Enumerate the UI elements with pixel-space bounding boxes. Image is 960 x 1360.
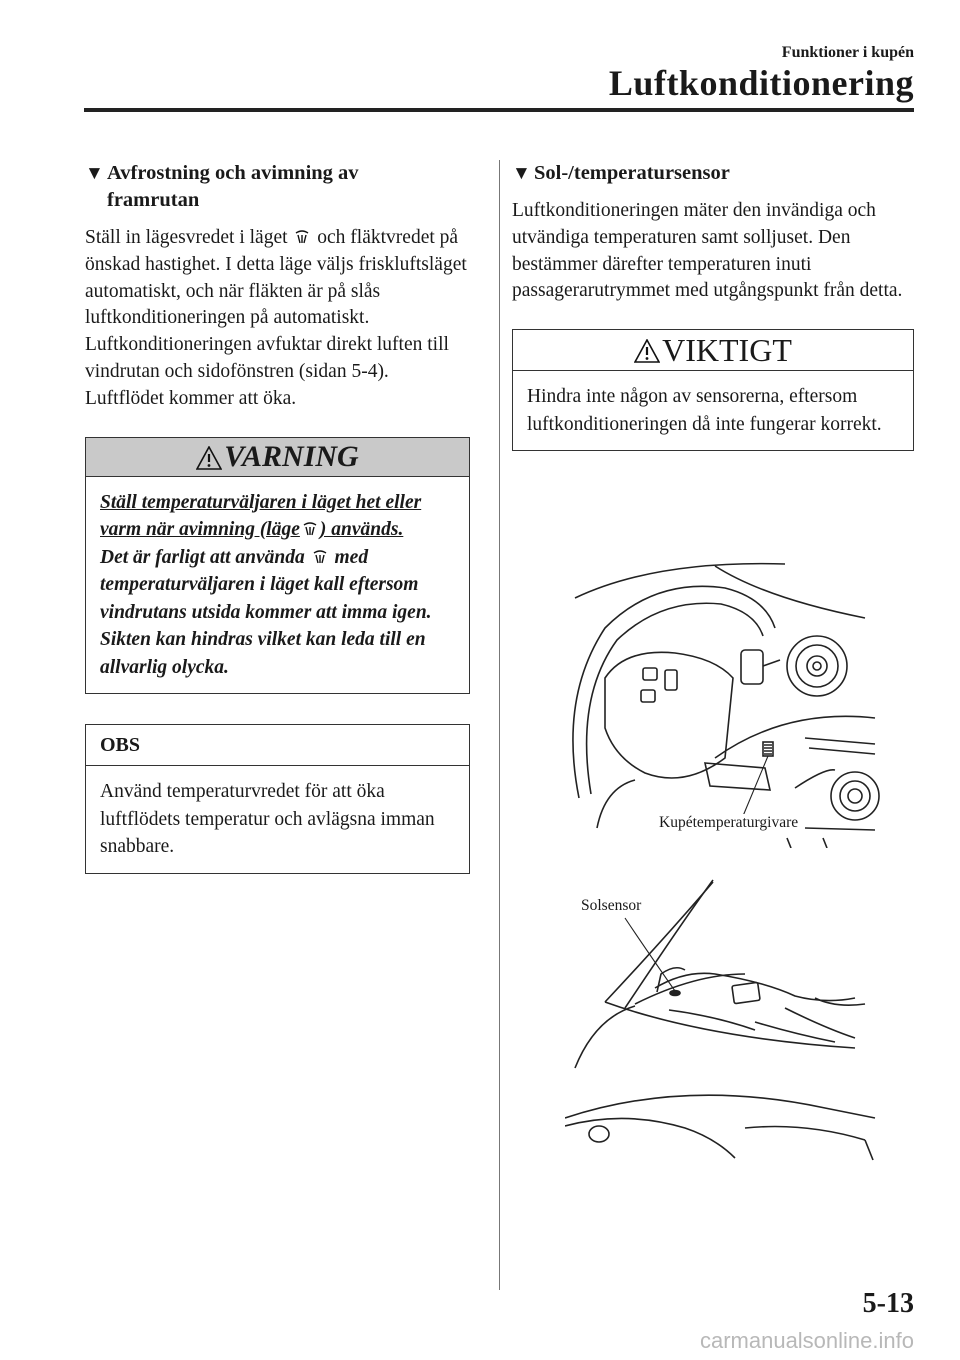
defrost-icon [312, 550, 328, 564]
warning-underlined-text: Ställ temperaturväljaren i läget het eller varm när avimning (läge ) används. [100, 491, 422, 541]
heading-line-1: Avfrostning och avimning av [107, 162, 359, 184]
triangle-bullet-icon: ▼ [512, 163, 531, 184]
note-body: Använd temperaturvredet för att öka luftflödets temperatur och avlägsna imman snabbare. [100, 781, 435, 858]
defrost-icon [294, 230, 310, 244]
warning-text-post: med temperaturväljaren i läget kall eftersom vindrutans utsida kommer att imma igen. Sikten kan hindras vilket kan leda till en allvarlig olycka. [100, 546, 432, 678]
note-box [85, 724, 470, 874]
header-rule [84, 108, 914, 112]
sun-sensor-label: Solsensor [581, 897, 642, 914]
important-body: Hindra inte någon av sensorerna, eftersom luftkonditioneringen då inte fungerar korrekt. [527, 386, 882, 435]
right-column [512, 160, 914, 481]
dashboard-drawing [565, 558, 880, 848]
car-front-drawing [565, 878, 880, 1168]
note-title: OBS [100, 734, 141, 757]
triangle-bullet-icon: ▼ [85, 163, 104, 184]
page-number: 5-13 [862, 1288, 914, 1319]
warning-header [86, 438, 469, 477]
defrost-section-heading [85, 160, 470, 214]
para-post-icon: och fläktvredet på önskad hastighet. I detta läge väljs friskluftsläget automatiskt, och när fläkten är på slås luftkonditioneringen på automatiskt. Luftkonditioneringen avfuktar direkt luften till vindrutan och sidofönstren (sidan 5-4). Luftflödet kommer att öka. [85, 227, 467, 409]
column-divider [499, 160, 500, 1290]
left-column [85, 160, 470, 904]
important-header [513, 330, 913, 371]
sensor-heading-text: Sol-/temperatursensor [534, 162, 730, 184]
heading-line-2: framrutan [107, 189, 200, 211]
sensor-section-heading [512, 160, 914, 187]
page-title: Luftkonditionering [608, 63, 914, 103]
warning-body [86, 477, 469, 694]
sensor-paragraph: Luftkonditioneringen mäter den invändiga och utvändiga temperaturen samt solljuset. Den bestämmer därefter temperaturen inuti passagerarutrymmet med utgångspunkt från detta. [512, 200, 903, 302]
header-section-label: Funktioner i kupén [781, 44, 914, 61]
warning-box [85, 437, 470, 695]
para-pre-icon: Ställ in lägesvredet i läget [85, 227, 288, 248]
note-header [86, 725, 469, 766]
warning-triangle-icon [196, 446, 222, 470]
dashboard-illustration [565, 558, 880, 848]
warning-title: VARNING [224, 439, 359, 473]
important-title: VIKTIGT [662, 332, 792, 369]
watermark: carmanualsonline.info [699, 1328, 914, 1353]
important-box [512, 329, 914, 451]
sun-sensor-illustration [565, 878, 880, 1168]
defrost-paragraph [85, 225, 470, 413]
warning-triangle-icon [634, 339, 660, 363]
warning-text-pre: Det är farligt att använda [100, 546, 305, 568]
defrost-icon [302, 522, 318, 536]
cabin-sensor-label: Kupétemperaturgivare [659, 814, 799, 831]
